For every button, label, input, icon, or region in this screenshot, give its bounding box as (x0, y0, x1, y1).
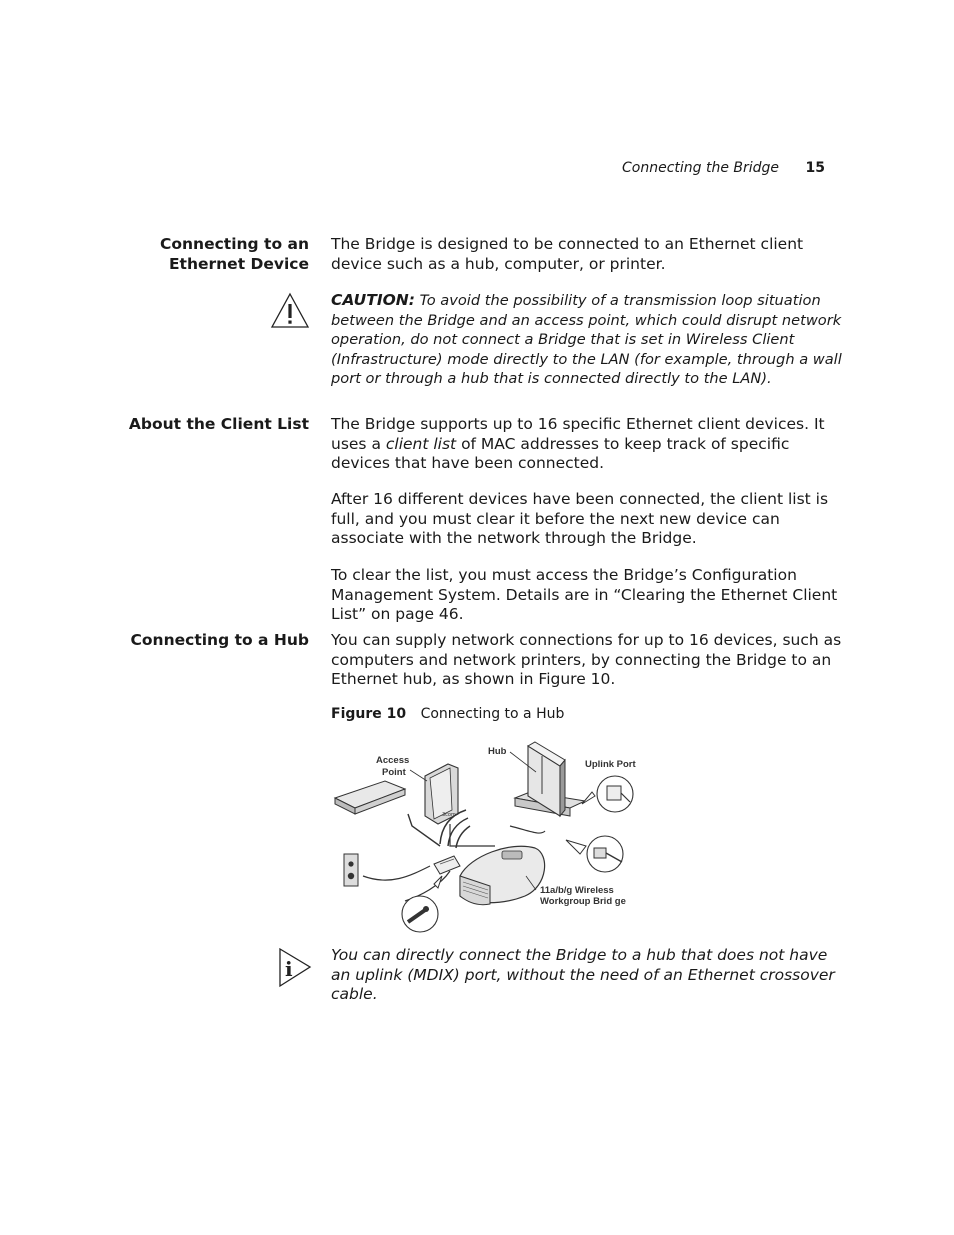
wall-outlet-icon (344, 854, 358, 886)
cable-hub (510, 826, 545, 833)
label-access: Access (376, 755, 410, 766)
paragraph: To clear the list, you must access the Bridge’s Configuration Management System. Details are in “Clearing the Ethernet Client List” on page 46. (331, 566, 838, 624)
uplink-port-callout-icon (582, 776, 633, 812)
section-heading-hub: Connecting to a Hub (130, 631, 309, 649)
caution-label: CAUTION: (331, 291, 415, 309)
hub-paragraph (331, 631, 843, 690)
running-header (622, 160, 825, 176)
section-heading-ethernet (160, 235, 309, 274)
info-icon (278, 948, 312, 988)
client-list-paragraph-3 (331, 566, 843, 625)
paragraph (331, 415, 843, 474)
caution-triangle-icon (270, 292, 310, 330)
text: The Bridge supports up to 16 specific Ethernet client devices. It uses a (331, 415, 825, 453)
access-point-icon (425, 764, 458, 824)
label-point: Point (382, 767, 406, 778)
caution-text: To avoid the possibility of a transmission loop situation between the Bridge and an access point, which could disrupt network operation, do not connect a Bridge that is set in Wireless Client (Infrastructure) mode directly to the LAN (for example, through a wall port or through a hub that is connected directly to the LAN). (331, 292, 842, 388)
section-heading-client-list: About the Client List (128, 415, 309, 433)
cable-power (405, 871, 450, 901)
text: of MAC addresses to keep track of specific devices that have been connected. (331, 434, 790, 473)
cable-wall (363, 866, 430, 880)
wireless-bridge-icon (460, 846, 545, 904)
page-number: 15 (805, 160, 825, 176)
heading-line: Ethernet Device (168, 254, 309, 273)
hub-connection-diagram (330, 736, 650, 936)
figure-number: Figure 10 (331, 706, 407, 722)
rj45-connector-icon (434, 856, 460, 874)
note-text: You can directly connect the Bridge to a hub that does not have an uplink (MDIX) port, without the need of an Ethernet crossover cable. (331, 946, 835, 1004)
figure-caption (331, 706, 564, 722)
svg-text:i: i (285, 957, 293, 981)
emphasis: client list (385, 434, 457, 453)
label-uplink-port: Uplink Port (585, 759, 636, 770)
client-list-paragraph-2 (331, 490, 843, 549)
chapter-title: Connecting the Bridge (622, 160, 780, 176)
ethernet-port-callout-icon (566, 836, 623, 872)
note-block (331, 946, 843, 1005)
client-list-paragraph-1 (331, 415, 843, 474)
heading-line: Connecting to an (160, 235, 309, 253)
ethernet-paragraph (331, 235, 843, 274)
label-bridge-2: Workgroup Brid ge (540, 896, 626, 907)
label-bridge-1: 11a/b/g Wireless (540, 885, 614, 896)
paragraph: After 16 different devices have been connected, the client list is full, and you must clear it before the next new device can associate with the network through the Bridge. (331, 490, 829, 548)
svg-text:3com: 3com (442, 812, 456, 818)
paragraph: You can supply network connections for up to 16 devices, such as computers and network printers, by connecting the Bridge to an Ethernet hub, as shown in Figure 10. (331, 631, 842, 689)
paragraph: The Bridge is designed to be connected to an Ethernet client device such as a hub, computer, or printer. (331, 235, 804, 273)
figure-title: Connecting to a Hub (420, 706, 565, 722)
network-device-icon (335, 781, 405, 814)
hub-icon (515, 742, 585, 816)
power-connector-callout-icon (402, 876, 442, 932)
label-hub: Hub (488, 746, 507, 757)
caution-block (331, 291, 843, 389)
